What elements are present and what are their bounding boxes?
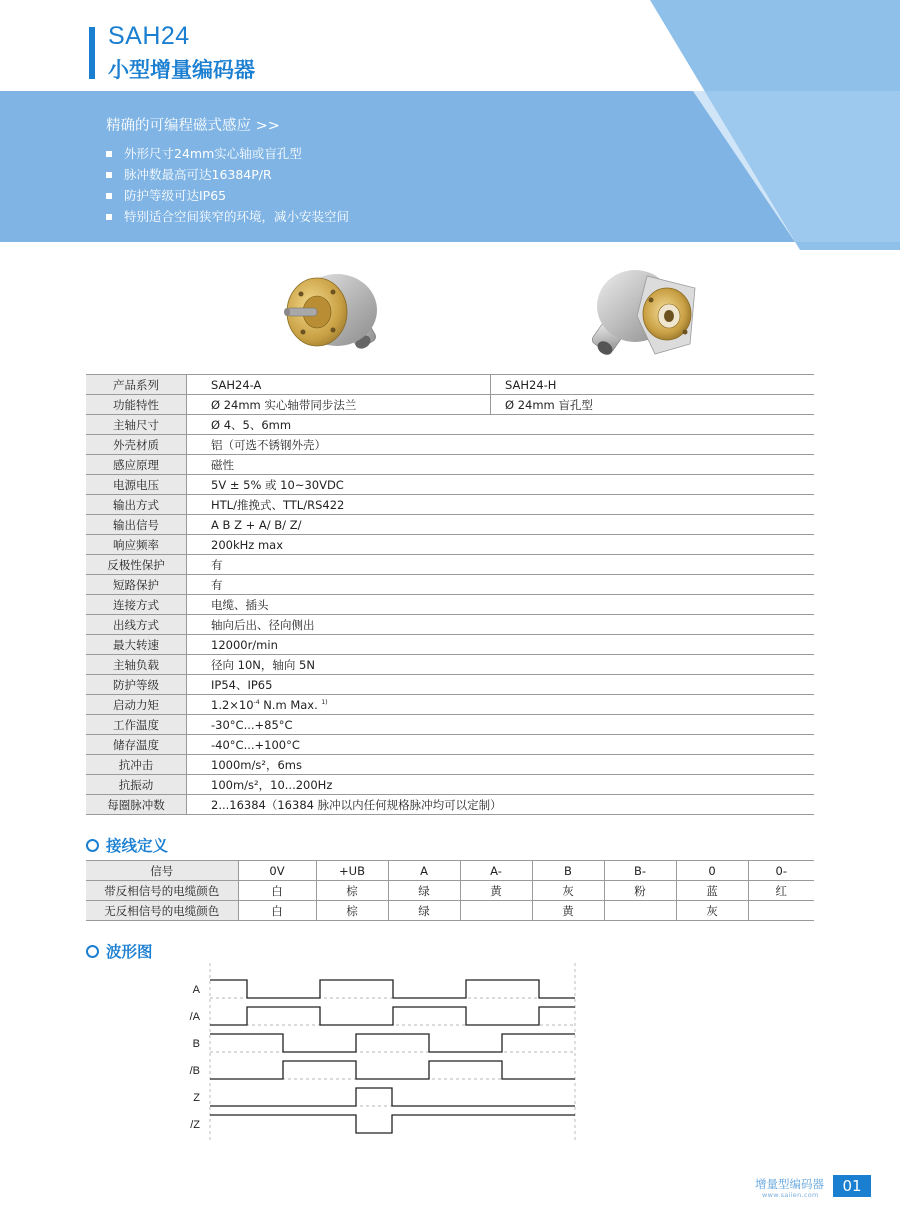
table-row <box>86 755 814 775</box>
spec-label: 连接方式 <box>86 595 187 615</box>
table-row <box>86 395 814 415</box>
table-row <box>86 715 814 735</box>
spec-value: 200kHz max <box>203 535 814 555</box>
wave-label-z-inv: /Z <box>190 1119 200 1131</box>
wave-label-b-inv: /B <box>189 1065 200 1077</box>
spec-value: 电缆、插头 <box>203 595 814 615</box>
table-row <box>86 655 814 675</box>
spec-value: 磁性 <box>203 455 814 475</box>
bullet-square-icon <box>106 151 112 157</box>
table-row: 带反相信号的电缆颜色 白 棕 绿 黄 灰 粉 蓝 红 <box>86 881 814 901</box>
signal-a <box>210 980 575 998</box>
spec-label: 功能特性 <box>86 395 187 415</box>
feature-item: 脉冲数最高可达16384P/R <box>106 164 349 185</box>
title-accent-bar <box>89 27 95 79</box>
spec-label: 输出信号 <box>86 515 187 535</box>
table-row <box>86 555 814 575</box>
bullet-square-icon <box>106 214 112 220</box>
bullet-square-icon <box>106 172 112 178</box>
spec-value: IP54、IP65 <box>203 675 814 695</box>
spec-value-b: Ø 24mm 盲孔型 <box>491 395 815 415</box>
banner-heading: 精确的可编程磁式感应 >> <box>106 118 280 134</box>
spec-value: 5V ± 5% 或 10~30VDC <box>203 475 814 495</box>
wave-label-a: A <box>192 984 200 996</box>
spec-value: -30°C...+85°C <box>203 715 814 735</box>
feature-list <box>106 143 349 227</box>
spec-value: Ø 4、5、6mm <box>203 415 814 435</box>
spec-label: 外壳材质 <box>86 435 187 455</box>
table-row <box>86 695 814 715</box>
spec-label: 启动力矩 <box>86 695 187 715</box>
spec-label: 主轴负载 <box>86 655 187 675</box>
spec-value: 有 <box>203 575 814 595</box>
table-row <box>86 595 814 615</box>
spec-label: 工作温度 <box>86 715 187 735</box>
table-row <box>86 735 814 755</box>
feature-item: 外形尺寸24mm实心轴或盲孔型 <box>106 143 349 164</box>
spec-value-b: SAH24-H <box>491 375 815 395</box>
spec-value-a: Ø 24mm 实心轴带同步法兰 <box>203 395 491 415</box>
table-row <box>86 675 814 695</box>
spec-label: 出线方式 <box>86 615 187 635</box>
footnote-mark: 1) <box>321 698 328 706</box>
spec-label: 电源电压 <box>86 475 187 495</box>
table-row <box>86 615 814 635</box>
table-row: 信号 0V +UB A A- B B- 0 0- <box>86 861 814 881</box>
spec-value: 100m/s²，10...200Hz <box>203 775 814 795</box>
spec-label: 反极性保护 <box>86 555 187 575</box>
spec-value: 铝（可选不锈钢外壳） <box>203 435 814 455</box>
spec-label: 储存温度 <box>86 735 187 755</box>
signal-z <box>210 1088 575 1106</box>
table-row <box>86 435 814 455</box>
spec-value: A B Z + A/ B/ Z/ <box>203 515 814 535</box>
footer-website: www.saiien.com <box>762 1191 819 1199</box>
wave-label-z: Z <box>193 1092 200 1104</box>
feature-item: 特别适合空间狭窄的环境，减小安装空间 <box>106 206 349 227</box>
table-row <box>86 795 814 815</box>
table-row: 无反相信号的电缆颜色 白 棕 绿 黄 灰 <box>86 901 814 921</box>
spec-label: 输出方式 <box>86 495 187 515</box>
feature-item: 防护等级可达IP65 <box>106 185 349 206</box>
spec-value: 径向 10N，轴向 5N <box>203 655 814 675</box>
spec-label: 抗振动 <box>86 775 187 795</box>
product-model: SAH24 <box>108 22 190 50</box>
table-row <box>86 535 814 555</box>
signal-b-inv <box>210 1061 575 1079</box>
table-row <box>86 495 814 515</box>
spec-label: 主轴尺寸 <box>86 415 187 435</box>
spec-value: 12000r/min <box>203 635 814 655</box>
table-row <box>86 515 814 535</box>
product-name: 小型增量编码器 <box>108 58 255 82</box>
wave-label-a-inv: /A <box>189 1011 200 1023</box>
spec-label: 感应原理 <box>86 455 187 475</box>
spec-value: 2...16384（16384 脉冲以内任何规格脉冲均可以定制） <box>203 795 814 815</box>
bullet-square-icon <box>106 193 112 199</box>
spec-label: 响应频率 <box>86 535 187 555</box>
product-image-sah24-a <box>275 268 395 363</box>
table-row <box>86 415 814 435</box>
table-row <box>86 475 814 495</box>
table-row <box>86 375 814 395</box>
waveform-diagram <box>180 963 590 1143</box>
specification-table <box>86 374 814 815</box>
feature-banner <box>106 114 349 227</box>
spec-value: 有 <box>203 555 814 575</box>
table-row <box>86 775 814 795</box>
spec-value: $1.2\times 10^{-4}$ N.m Max. $^{1)}$ <box>203 695 814 715</box>
wave-label-b: B <box>192 1038 200 1050</box>
wiring-table <box>86 860 814 921</box>
spec-label: 短路保护 <box>86 575 187 595</box>
circle-bullet-icon <box>86 945 99 958</box>
spec-value: 1000m/s²，6ms <box>203 755 814 775</box>
spec-label: 产品系列 <box>86 375 187 395</box>
waveform-section-title: 波形图 <box>86 940 153 962</box>
spec-value-a: SAH24-A <box>203 375 491 395</box>
spec-label: 抗冲击 <box>86 755 187 775</box>
wiring-section-title: 接线定义 <box>86 834 168 856</box>
product-image-sah24-h <box>585 266 715 366</box>
spec-label: 防护等级 <box>86 675 187 695</box>
spec-label: 最大转速 <box>86 635 187 655</box>
signal-a-inv <box>210 1007 575 1025</box>
table-row <box>86 635 814 655</box>
table-row <box>86 455 814 475</box>
spec-value: HTL/推挽式、TTL/RS422 <box>203 495 814 515</box>
spec-value: 轴向后出、径向侧出 <box>203 615 814 635</box>
spec-value: -40°C...+100°C <box>203 735 814 755</box>
page-number: 01 <box>833 1175 871 1197</box>
footer-category: 增量型编码器 <box>755 1177 824 1191</box>
table-row <box>86 575 814 595</box>
spec-label: 每圈脉冲数 <box>86 795 187 815</box>
signal-b <box>210 1034 575 1052</box>
circle-bullet-icon <box>86 839 99 852</box>
signal-z-inv <box>210 1115 575 1133</box>
